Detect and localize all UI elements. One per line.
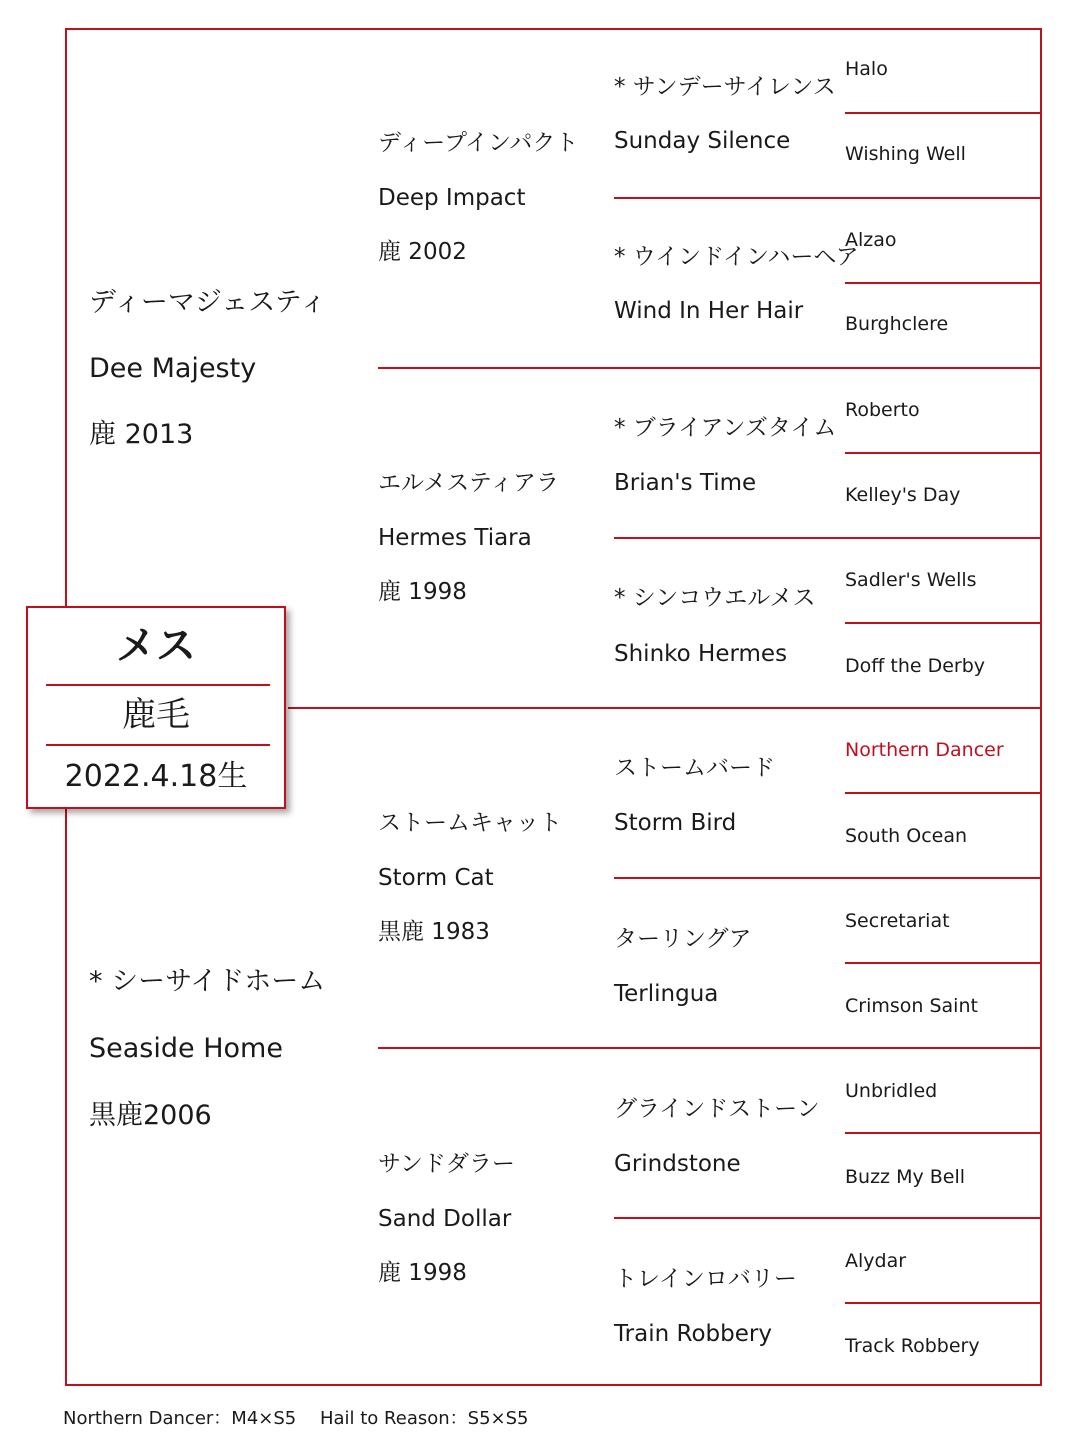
sire-dam-name-en: Hermes Tiara: [378, 525, 532, 551]
sire-sire-name-en: Deep Impact: [378, 185, 526, 211]
gen3-name-en: Terlingua: [614, 981, 719, 1007]
divider-gen4: [845, 1302, 1042, 1304]
divider-gen1: [288, 707, 1042, 709]
divider-gen3: [614, 877, 1042, 879]
subject-coat: 鹿毛: [122, 695, 190, 735]
gen4-name: Track Robbery: [845, 1335, 980, 1357]
gen4-name: Doff the Derby: [845, 655, 986, 677]
dam-sire-name-en: Storm Cat: [378, 865, 494, 891]
divider-gen2-top: [378, 367, 1042, 369]
divider-gen3: [614, 197, 1042, 199]
gen3-name-jp: トレインロバリー: [614, 1266, 797, 1292]
dam-name-jp: * シーサイドホーム: [89, 966, 326, 997]
gen4-name: Alydar: [845, 1250, 907, 1272]
gen4-name: Kelley's Day: [845, 484, 961, 506]
subject-divider: [46, 744, 270, 746]
sire-sire-name-jp: ディープインパクト: [378, 130, 579, 156]
gen3-name-en: Storm Bird: [614, 810, 737, 836]
dam-dam-info: 鹿 1998: [378, 1260, 467, 1286]
divider-gen2-bottom: [378, 1047, 1042, 1049]
gen3-name-jp: ストームバード: [614, 755, 775, 781]
sire-dam-name-jp: エルメスティアラ: [378, 470, 560, 496]
gen4-name: Crimson Saint: [845, 995, 978, 1017]
divider-gen3: [614, 1217, 1042, 1219]
gen3-name-jp: ターリングア: [614, 926, 752, 952]
sire-dam-info: 鹿 1998: [378, 579, 467, 605]
subject-box: [26, 606, 286, 809]
gen4-name: Buzz My Bell: [845, 1166, 966, 1188]
gen3-name-jp: * ブライアンズタイム: [614, 415, 837, 441]
divider-gen4: [845, 112, 1042, 114]
gen3-name-jp: * シンコウエルメス: [614, 585, 816, 611]
subject-birth: 2022.4.18生: [64, 759, 248, 794]
gen4-name: Alzao: [845, 229, 897, 251]
gen4-name: Unbridled: [845, 1080, 938, 1102]
divider-gen4: [845, 1132, 1042, 1134]
gen4-name: Burghclere: [845, 313, 949, 335]
dam-dam-name-jp: サンドダラー: [378, 1151, 515, 1177]
sire-name-en: Dee Majesty: [89, 353, 257, 384]
gen3-name-en: Wind In Her Hair: [614, 298, 804, 324]
gen3-name-en: Train Robbery: [614, 1321, 772, 1347]
dam-sire-name-jp: ストームキャット: [378, 810, 562, 836]
divider-gen4: [845, 282, 1042, 284]
divider-gen3: [614, 537, 1042, 539]
gen4-name: Halo: [845, 58, 888, 80]
divider-gen4: [845, 792, 1042, 794]
dam-dam-name-en: Sand Dollar: [378, 1206, 512, 1232]
gen3-name-en: Brian's Time: [614, 470, 757, 496]
sire-sire-info: 鹿 2002: [378, 239, 467, 265]
gen4-name: Sadler's Wells: [845, 569, 977, 591]
sire-name-jp: ディーマジェスティ: [89, 287, 327, 318]
gen4-name: Secretariat: [845, 910, 950, 932]
gen3-name-jp: グラインドストーン: [614, 1096, 820, 1122]
gen3-name-en: Shinko Hermes: [614, 641, 788, 667]
dam-info: 黒鹿2006: [89, 1100, 212, 1131]
gen4-name: Roberto: [845, 399, 920, 421]
inbreeding-note: Northern Dancer：M4×S5 Hail to Reason：S5×S5: [63, 1408, 529, 1429]
divider-gen4: [845, 622, 1042, 624]
gen3-name-en: Grindstone: [614, 1151, 741, 1177]
divider-gen4: [845, 452, 1042, 454]
divider-gen4: [845, 962, 1042, 964]
gen3-name-jp: * サンデーサイレンス: [614, 74, 836, 100]
gen3-name-en: Sunday Silence: [614, 128, 791, 154]
dam-name-en: Seaside Home: [89, 1033, 283, 1064]
gen4-name: Wishing Well: [845, 143, 966, 165]
gen4-name: South Ocean: [845, 825, 968, 847]
gen3-name-jp: * ウインドインハーヘア: [614, 244, 859, 270]
gen4-name-highlight: Northern Dancer: [845, 739, 1004, 761]
dam-sire-info: 黒鹿 1983: [378, 919, 490, 945]
sire-info: 鹿 2013: [89, 419, 194, 450]
subject-divider: [46, 684, 270, 686]
subject-sex: メス: [116, 623, 196, 669]
